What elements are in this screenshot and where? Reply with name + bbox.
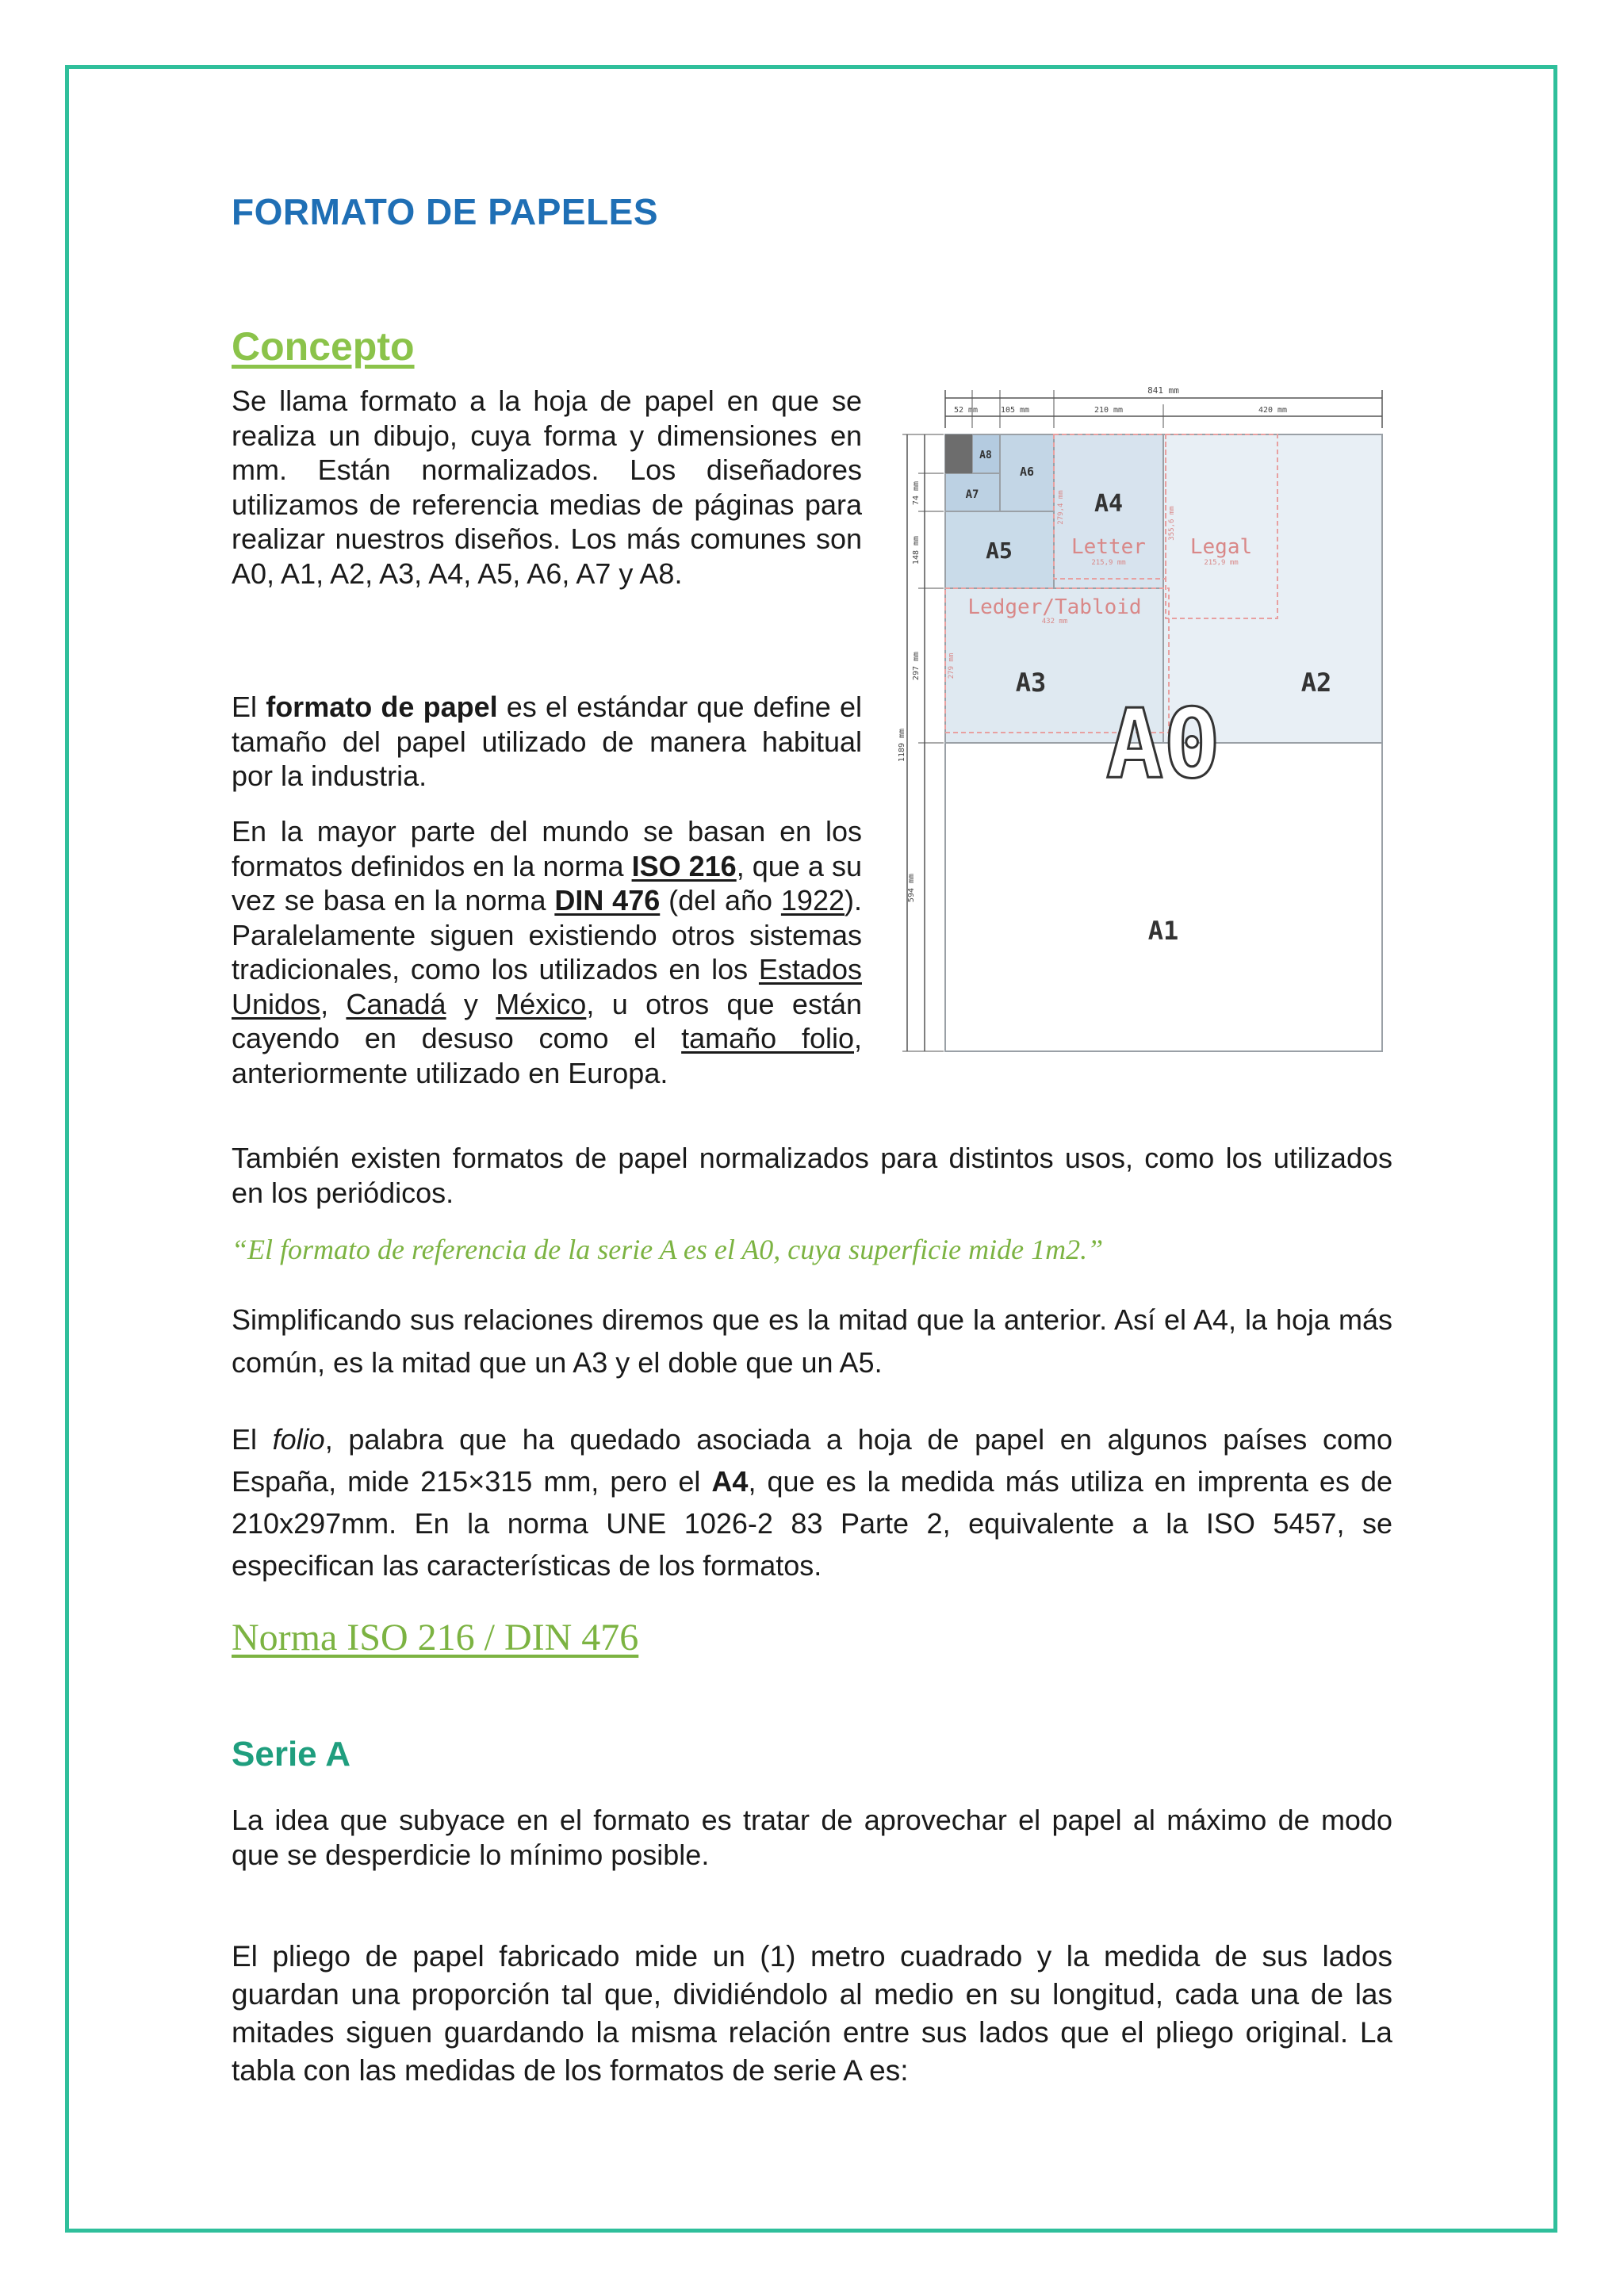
folio-italic: folio bbox=[272, 1423, 325, 1456]
dim-legal-w: 215,9 mm bbox=[1204, 559, 1239, 567]
dim-letter-w: 215,9 mm bbox=[1091, 559, 1126, 567]
mexico-link[interactable]: México bbox=[496, 987, 587, 1020]
label-a2: A2 bbox=[1300, 668, 1332, 698]
dim-letter-h: 279,4 mm bbox=[1057, 490, 1065, 525]
concepto-paragraph-1: Se llama formato a la hoja de papel en que se realiza un dibujo, cuya forma y dimensiones en mm. Están normalizados. Los diseñadores utilizamos de referencia medias de páginas para realizar nuestros diseños. Los más comunes son A0, A1, A2, A3, A4, A5, A6, A7 y A8. bbox=[232, 385, 862, 590]
paper-formats-diagram bbox=[896, 381, 1396, 1070]
iso-216-link[interactable]: ISO 216 bbox=[631, 849, 737, 882]
concepto-paragraph-3: En la mayor parte del mundo se basan en los formatos definidos en la norma ISO 216, que a su vez se basa en la norma DIN 476 (del año 1922). Paralelamente siguen existiendo otros sistemas tradicionales, como los utilizados en los Estados Unidos, Canadá y México, u otros que están cayendo en desuso como el tamaño folio, anteriormente utilizado en Europa. bbox=[232, 815, 863, 1089]
dim-148: 148 mm bbox=[912, 535, 921, 565]
canada-link[interactable]: Canadá bbox=[346, 987, 446, 1020]
serie-a-heading: Serie A bbox=[232, 1735, 351, 1774]
dim-841: 841 mm bbox=[1147, 385, 1179, 396]
label-a3: A3 bbox=[1015, 668, 1047, 698]
concepto-heading: Concepto bbox=[232, 324, 415, 369]
serie-a-paragraph-2: El pliego de papel fabricado mide un (1) metro cuadrado y la medida de sus lados guardan una proporción tal que, dividiéndolo al medio en su longitud, cada una de las mitades siguen guardando la misma relación entre sus lados que el pliego original. La tabla con las medidas de los formatos de serie A es: bbox=[232, 1940, 1392, 2087]
concepto-paragraph-6: El folio, palabra que ha quedado asociada a hoja de papel en algunos países como España, mide 215×315 mm, pero el A4, que es la medida más utiliza en imprenta es de 210x297mm. En la norma UNE 1026-2 83 Parte 2, equivalente a la ISO 5457, se especifican las características de los formatos. bbox=[232, 1423, 1392, 1582]
label-a5: A5 bbox=[986, 538, 1013, 564]
dim-297: 297 mm bbox=[912, 651, 921, 681]
serie-a-paragraph-1: La idea que subyace en el formato es tratar de aprovechar el papel al máximo de modo que se desperdicie lo mínimo posible. bbox=[232, 1804, 1392, 1871]
a4-bold: A4 bbox=[711, 1465, 749, 1498]
tamano-folio-link[interactable]: tamaño folio bbox=[681, 1022, 854, 1054]
dim-legal-h: 355,6 mm bbox=[1168, 506, 1176, 541]
label-a4: A4 bbox=[1094, 490, 1124, 518]
norma-heading-link[interactable]: Norma ISO 216 / DIN 476 bbox=[232, 1617, 639, 1659]
label-a0: A0 bbox=[1105, 690, 1221, 800]
dim-105: 105 mm bbox=[1000, 406, 1030, 415]
dim-420: 420 mm bbox=[1258, 406, 1288, 415]
page-title: FORMATO DE PAPELES bbox=[232, 191, 659, 232]
estados-unidos-link[interactable]: Estados Unidos bbox=[232, 953, 862, 1020]
concepto-paragraph-4: También existen formatos de papel normalizados para distintos usos, como los utilizados en los periódicos. bbox=[232, 1142, 1392, 1209]
dim-1189: 1189 mm bbox=[898, 728, 906, 763]
dim-594: 594 mm bbox=[907, 873, 916, 903]
din-476-link[interactable]: DIN 476 bbox=[554, 884, 661, 916]
label-a6: A6 bbox=[1019, 465, 1035, 479]
dim-210: 210 mm bbox=[1094, 406, 1124, 415]
dark-corner-square bbox=[945, 434, 972, 473]
concepto-paragraph-2: El formato de papel es el estándar que define el tamaño del papel utilizado de manera habitual por la industria. bbox=[232, 691, 863, 792]
dim-ledger-h: 279 mm bbox=[948, 652, 956, 679]
dim-52: 52 mm bbox=[953, 406, 979, 415]
reference-quote: “El formato de referencia de la serie A es el A0, cuya superficie mide 1m2.” bbox=[232, 1234, 1104, 1265]
label-a7: A7 bbox=[965, 488, 979, 501]
formato-de-papel-bold: formato de papel bbox=[266, 691, 498, 723]
label-a8: A8 bbox=[979, 450, 992, 461]
label-a1: A1 bbox=[1147, 916, 1179, 946]
label-ledger-tabloid: Ledger/Tabloid bbox=[967, 595, 1142, 619]
year-1922-link[interactable]: 1922 bbox=[780, 884, 845, 916]
dim-ledger-w: 432 mm bbox=[1041, 618, 1068, 626]
dim-74: 74 mm bbox=[912, 480, 921, 506]
label-letter: Letter bbox=[1071, 535, 1146, 559]
concepto-paragraph-5: Simplificando sus relaciones diremos que es la mitad que la anterior. Así el A4, la hoja más común, es la mitad que un A3 y el doble que un A5. bbox=[232, 1303, 1392, 1379]
label-legal: Legal bbox=[1189, 535, 1253, 559]
